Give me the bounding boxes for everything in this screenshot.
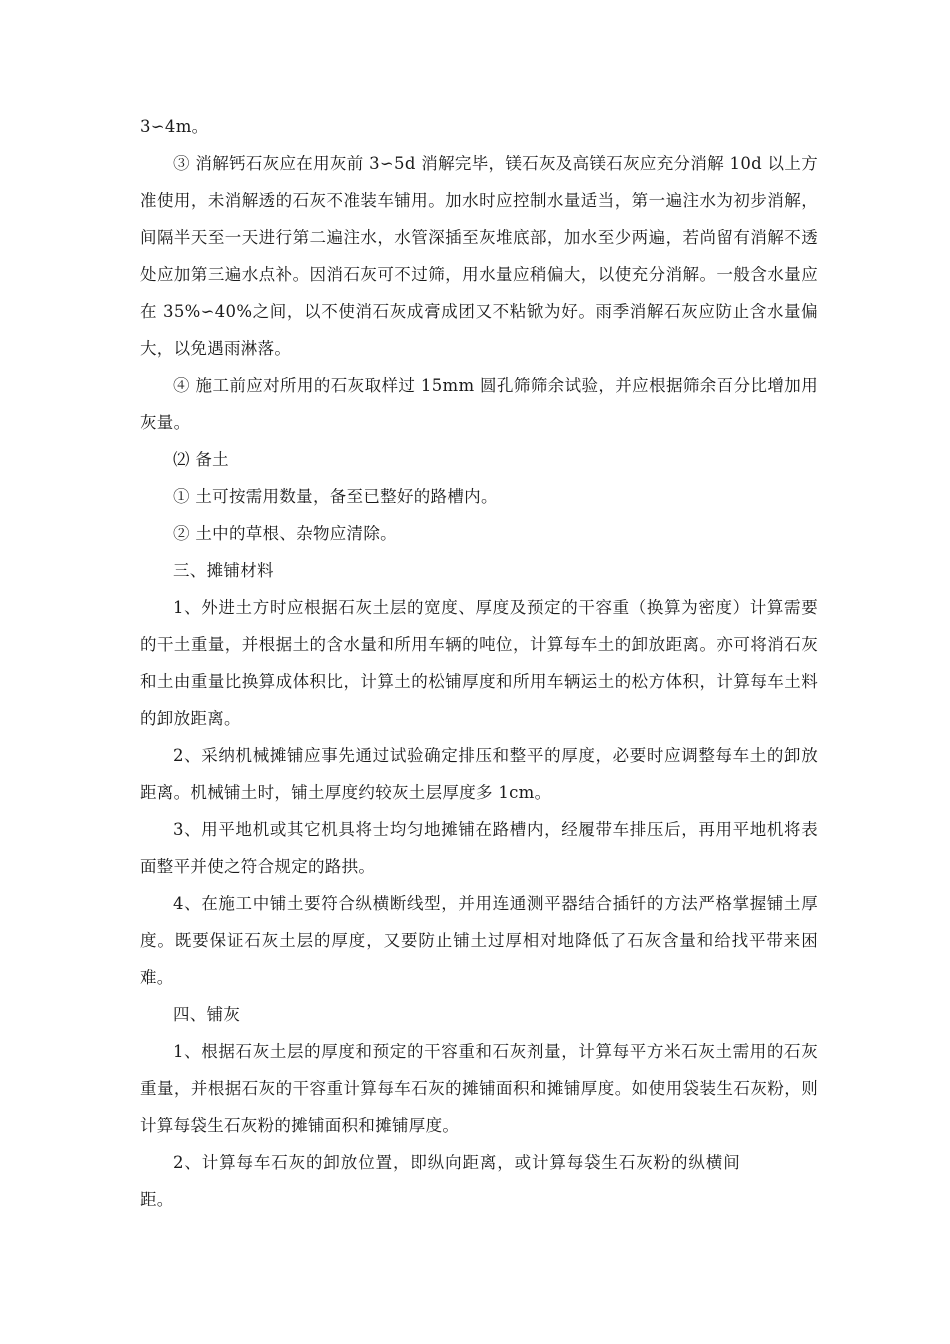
- section-heading-spreading: 三、摊铺材料: [173, 561, 274, 580]
- paragraph-spreading-1: 1、外进土方时应根据石灰土层的宽度、厚度及预定的干容重（换算为密度）计算需要的干土重量，并根据土的含水量和所用车辆的吨位，计算每车土的卸放距离。亦可将消石灰和土由重量比换算成体积比，计算土的松铺厚度和所用车辆运土的松方体积，计算每车土料的卸放距离。: [140, 598, 818, 728]
- list-item-soil-quantity: ① 土可按需用数量，备至已整好的路槽内。: [173, 487, 498, 506]
- subheading-prepare-soil: ⑵ 备土: [173, 450, 229, 469]
- paragraph-slaking-lime: ③ 消解钙石灰应在用灰前 3∽5d 消解完毕，镁石灰及高镁石灰应充分消解 10d 以上方准使用，未消解透的石灰不准装车铺用。加水时应控制水量适当，第一遍注水为初步消解，间隔半天至一天进行第二遍注水，水管深插至灰堆底部，加水至少两遍，若尚留有消解不透处应加第三遍水点补。因消石灰可不过筛，用水量应稍偏大，以使充分消解。一般含水量应在 35%∽40%之间，以不使消石灰成膏成团又不粘锨为好。雨季消解石灰应防止含水量偏大，以免遇雨淋落。: [140, 154, 818, 358]
- document-body: [140, 108, 818, 1218]
- paragraph-lime-laying-2: 2、计算每车石灰的卸放位置，即纵向距离，或计算每袋生石灰粉的纵横间距。: [140, 1153, 740, 1209]
- paragraph-lime-laying-1: 1、根据石灰土层的厚度和预定的干容重和石灰剂量，计算每平方米石灰土需用的石灰重量，并根据石灰的干容重计算每车石灰的摊铺面积和摊铺厚度。如使用袋装生石灰粉，则计算每袋生石灰粉的摊铺面积和摊铺厚度。: [140, 1042, 818, 1135]
- section-heading-lime-laying: 四、铺灰: [173, 1005, 241, 1024]
- paragraph-spreading-3: 3、用平地机或其它机具将士均匀地摊铺在路槽内，经履带车排压后，再用平地机将表面整平并使之符合规定的路拱。: [140, 820, 818, 876]
- list-item-soil-cleaning: ② 土中的草根、杂物应清除。: [173, 524, 397, 543]
- paragraph-spreading-2: 2、采纳机械摊铺应事先通过试验确定排压和整平的厚度，必要时应调整每车土的卸放距离。机械铺土时，铺土厚度约较灰土层厚度多 1cm。: [140, 746, 818, 802]
- paragraph-spreading-4: 4、在施工中铺土要符合纵横断线型，并用连通测平器结合插钎的方法严格掌握铺土厚度。既要保证石灰土层的厚度，又要防止铺土过厚相对地降低了石灰含量和给找平带来困难。: [140, 894, 818, 987]
- paragraph-sieve-test: ④ 施工前应对所用的石灰取样过 15mm 圆孔筛筛余试验，并应根据筛余百分比增加用灰量。: [140, 376, 818, 432]
- paragraph-continuation: 3∽4m。: [140, 117, 209, 136]
